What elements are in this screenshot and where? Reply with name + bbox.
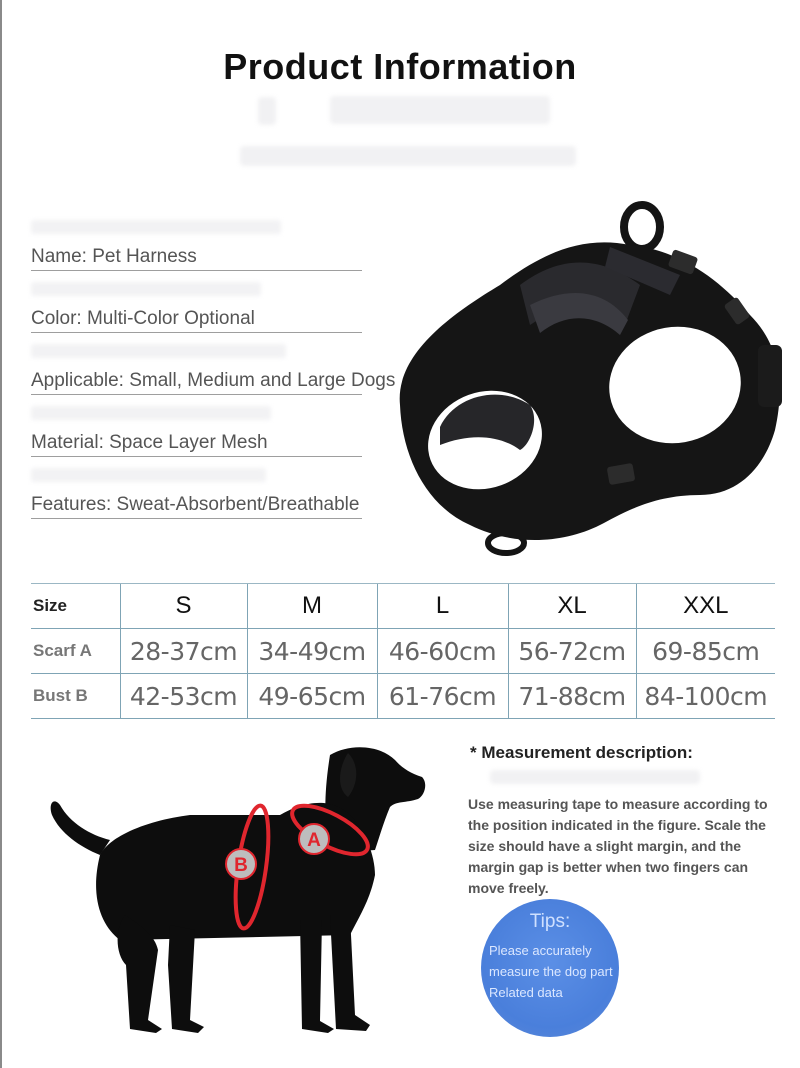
table-cell: 84-100cm	[636, 674, 775, 719]
ghost-text-bar	[258, 97, 276, 125]
ghost-text-bar	[31, 344, 286, 358]
divider	[31, 270, 362, 271]
table-cell: 42-53cm	[120, 674, 247, 719]
row-label: Scarf A	[31, 629, 120, 674]
ghost-text-bar	[490, 770, 700, 784]
divider	[31, 518, 362, 519]
info-item-text: Name: Pet Harness	[31, 246, 197, 267]
row-label: Bust B	[31, 674, 120, 719]
tips-text: Please accurately measure the dog part Related data	[489, 943, 613, 1000]
table-row	[31, 629, 775, 674]
size-header-cell: M	[247, 584, 377, 629]
ghost-text-bar	[31, 468, 266, 482]
size-header-label: Size	[31, 584, 120, 629]
table-row	[31, 674, 775, 719]
table-cell: 28-37cm	[120, 629, 247, 674]
marker-b-label: B	[234, 855, 248, 876]
info-item-text: Color: Multi-Color Optional	[31, 308, 255, 329]
info-item	[31, 482, 411, 544]
table-cell: 71-88cm	[508, 674, 636, 719]
info-item-text: Features: Sweat-Absorbent/Breathable	[31, 494, 360, 515]
ghost-text-bar	[31, 406, 271, 420]
ghost-text-bar	[240, 146, 576, 166]
product-info-list	[31, 234, 411, 544]
size-header-cell: S	[120, 584, 247, 629]
d-ring-icon	[624, 205, 660, 249]
ghost-text-bar	[31, 282, 261, 296]
dog-measurement-diagram	[30, 735, 431, 1055]
ghost-text-bar	[31, 220, 281, 234]
size-header-cell: XL	[508, 584, 636, 629]
size-header-cell: L	[377, 584, 508, 629]
info-item-text: Material: Space Layer Mesh	[31, 432, 268, 453]
table-cell: 49-65cm	[247, 674, 377, 719]
divider	[31, 332, 362, 333]
table-header-row	[31, 584, 775, 629]
dog-harness-image	[380, 195, 790, 565]
page-left-border	[0, 0, 2, 1068]
tips-bubble	[481, 899, 619, 1037]
table-cell: 34-49cm	[247, 629, 377, 674]
table-cell: 61-76cm	[377, 674, 508, 719]
table-cell: 69-85cm	[636, 629, 775, 674]
tips-title: Tips:	[529, 911, 571, 932]
table-cell: 56-72cm	[508, 629, 636, 674]
marker-a-label: A	[307, 830, 321, 851]
divider	[31, 394, 362, 395]
dog-silhouette-icon	[51, 747, 426, 1033]
size-chart-table	[31, 583, 775, 719]
table-cell: 46-60cm	[377, 629, 508, 674]
divider	[31, 456, 362, 457]
info-item-text: Applicable: Small, Medium and Large Dogs	[31, 370, 396, 391]
measurement-title: * Measurement description:	[470, 743, 693, 762]
measurement-text: Use measuring tape to measure according to the position indicated in the figure. Scale the size should have a slight margin, and the margin gap is better when two fingers can move freely.	[468, 796, 768, 896]
ghost-text-bar	[330, 96, 550, 124]
size-header-cell: XXL	[636, 584, 775, 629]
page-title: Product Information	[223, 46, 577, 87]
